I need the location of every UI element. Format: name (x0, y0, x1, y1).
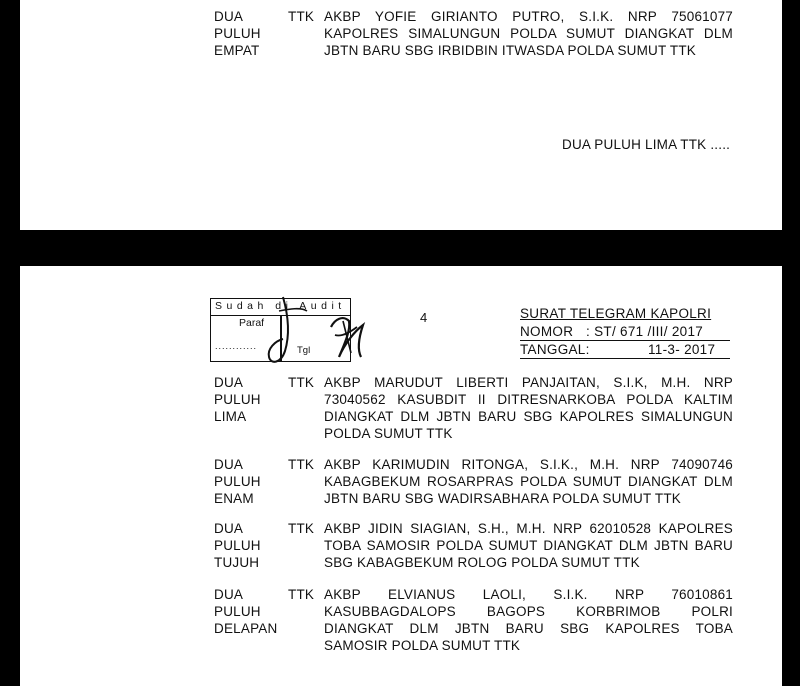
entry-text: AKBP ELVIANUS LAOLI, S.I.K. NRP 76010861 KASUBBAGDALOPS BAGOPS KORBRIMOB POLRI DIANGKAT DLM JBTN BARU SBG KAPOLRES TOBA SAMOSIR POLDA SUMUT TTK (324, 587, 733, 653)
entry-text: AKBP JIDIN SIAGIAN, S.H., M.H. NRP 62010528 KAPOLRES TOBA SAMOSIR POLDA SUMUT DIANGKAT DLM JBTN BARU SBG KABAGBEKUM ROLOG POLDA SUMUT TTK (324, 521, 733, 570)
entry-ttk: TTK (288, 521, 315, 536)
signature-icon (231, 291, 371, 371)
entry-number: DUA PULUH DELAPAN (214, 587, 278, 636)
stamp-dots: ............ (215, 341, 258, 351)
letter-header (520, 306, 716, 360)
tanggal-value: 11-3- 2017 (648, 342, 716, 357)
entry-number: DUA PULUH ENAM (214, 457, 261, 506)
page-number: 4 (420, 310, 428, 325)
continuation-note: DUA PULUH LIMA TTK ..... (562, 137, 731, 152)
entry-text: AKBP MARUDUT LIBERTI PANJAITAN, S.I.K, M.H. NRP 73040562 KASUBDIT II DITRESNARKOBA POLDA KALTIM DIANGKAT DLM JBTN BARU SBG KAPOLRES SIMALUNGUN POLDA SUMUT TTK (324, 375, 733, 441)
entry-ttk: TTK (288, 587, 315, 602)
stamp-tgl-label: Tgl (297, 345, 311, 356)
entry-number: DUA PULUH EMPAT (214, 9, 261, 58)
letter-title: SURAT TELEGRAM KAPOLRI (520, 306, 712, 321)
entry-ttk: TTK (288, 375, 315, 390)
stamp-title: Sudah di Audit (215, 300, 346, 312)
entry-text: AKBP YOFIE GIRIANTO PUTRO, S.I.K. NRP 75061077 KAPOLRES SIMALUNGUN POLDA SUMUT DIANGKAT DLM JBTN BARU SBG IRBIDBIN ITWASDA POLDA SUMUT TTK (324, 9, 733, 58)
document-page-top (20, 0, 782, 230)
entry-ttk: TTK (288, 9, 315, 24)
audit-stamp (210, 298, 351, 362)
entry-number: DUA PULUH LIMA (214, 375, 261, 424)
document-page-bottom (20, 266, 782, 686)
entry-ttk: TTK (288, 457, 315, 472)
entry-number: DUA PULUH TUJUH (214, 521, 261, 570)
stamp-paraf-label: Paraf (239, 317, 265, 329)
nomor-value: : ST/ 671 /III/ 2017 (586, 324, 704, 339)
nomor-label: NOMOR (520, 324, 574, 339)
entry-text: AKBP KARIMUDIN RITONGA, S.I.K., M.H. NRP 74090746 KABAGBEKUM ROSARPRAS POLDA SUMUT DIANGKAT DLM JBTN BARU SBG WADIRSABHARA POLDA SUMUT TTK (324, 457, 733, 506)
letter-nomor-row (520, 324, 711, 342)
tanggal-label: TANGGAL: (520, 342, 590, 357)
letter-tanggal-row (520, 342, 716, 360)
